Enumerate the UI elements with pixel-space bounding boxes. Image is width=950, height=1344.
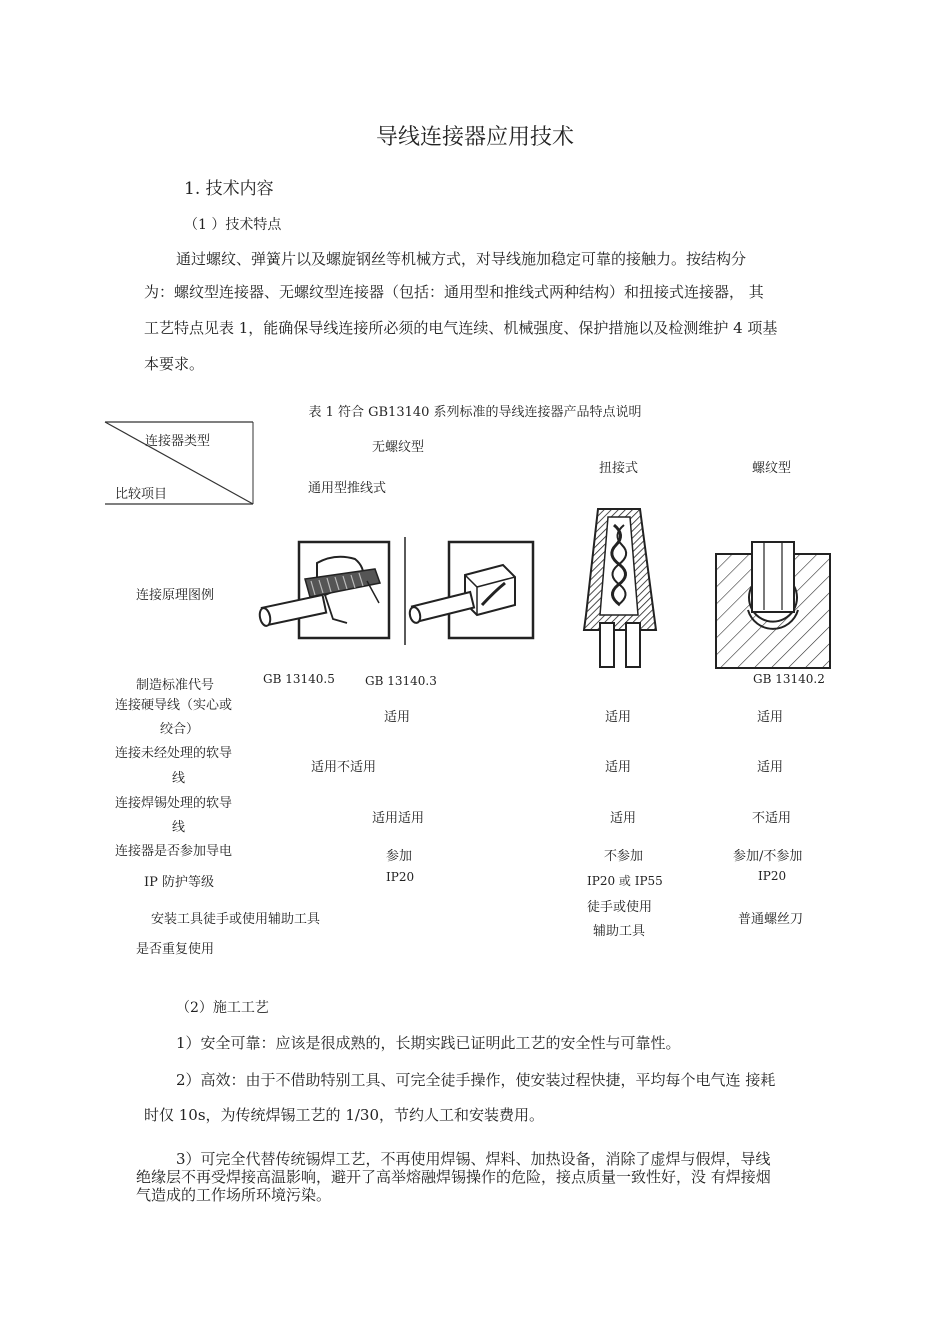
cell-thread: 适用 [757,710,784,725]
cell-nonthread: IP20 [386,870,415,884]
standard-push: GB 13140.3 [365,674,437,688]
row-label-tools: 安装工具徒手或使用辅助工具 [151,912,321,927]
cell-twist: 适用 [605,760,632,775]
row-label-reuse: 是否重复使用 [136,942,215,957]
cell-thread: 参加/不参加 [733,849,803,864]
paragraph-line: 为：螺纹型连接器、无螺纹型连接器（包括：通用型和推线式两种结构）和扭接式连接器， 其 [144,283,764,301]
cell-nonthread: 适用 [384,710,411,725]
page-title: 导线连接器应用技术 [375,125,574,150]
standard-general: GB 13140.5 [263,672,335,686]
column-header-thread: 螺纹型 [752,461,792,476]
general-type-connector-diagram [255,535,395,645]
row-label-cont: 线 [172,771,186,786]
section-heading-1: 1. 技术内容 [184,179,274,199]
table-caption: 表 1 符合 GB13140 系列标准的导线连接器产品特点说明 [308,405,642,420]
cell-tools-twist: 徒手或使用 [587,900,653,915]
row-label-cont: 绞合） [160,722,200,737]
cell-nonthread: 参加 [386,849,413,864]
column-header-twist: 扭接式 [599,461,639,476]
cell-tools-thread: 普通螺丝刀 [738,912,804,927]
row-label-diagram: 连接原理图例 [136,588,215,603]
cell-tools-twist-cont: 辅助工具 [593,924,646,939]
table-corner-top-label: 连接器类型 [145,434,211,449]
cell-thread: 适用 [757,760,784,775]
list-item-cont: 绝缘层不再受焊接高温影响，避开了高举熔融焊锡操作的危险，接点质量一致性好，没 有焊接烟 [136,1168,771,1186]
column-header-nonthread: 无螺纹型 [372,440,425,455]
cell-twist: 适用 [610,811,637,826]
subsection-heading-2: （2）施工工艺 [176,1000,269,1016]
paragraph-line: 通过螺纹、弹簧片以及螺旋钢丝等机械方式，对导线施加稳定可靠的接触力。按结构分 [176,250,747,268]
paragraph-line: 本要求。 [144,355,205,373]
cell-twist: 不参加 [604,849,644,864]
row-label: 连接未经处理的软导 [115,746,233,761]
row-label: IP 防护等级 [144,875,215,890]
standard-thread: GB 13140.2 [753,672,825,686]
list-item: 3）可完全代替传统锡焊工艺，不再使用焊锡、焊料、加热设备，消除了虚焊与假焊，导线 [176,1150,771,1168]
list-item-cont: 时仅 10s，为传统焊锡工艺的 1/30，节约人工和安装费用。 [144,1106,545,1124]
row-label-standard: 制造标准代号 [136,678,215,693]
table-corner-bottom-label: 比较项目 [115,487,168,502]
paragraph-line: 工艺特点见表 1，能确保导线连接所必须的电气连续、机械强度、保护措施以及检测维护 4 项基 [144,319,778,337]
list-item: 2）高效：由于不借助特别工具、可完全徒手操作，使安装过程快捷，平均每个电气连 接耗 [176,1071,776,1089]
list-item: 1）安全可靠：应该是很成熟的，长期实践已证明此工艺的安全性与可靠性。 [176,1034,681,1052]
cell-twist: 适用 [605,710,632,725]
row-label: 连接器是否参加导电 [115,844,233,859]
cell-nonthread: 适用不适用 [311,760,377,775]
screw-type-connector-diagram [712,540,834,670]
list-item-cont: 气造成的工作场所环境污染。 [136,1186,332,1204]
row-label: 连接焊锡处理的软导 [115,796,233,811]
cell-thread: IP20 [758,869,787,883]
cell-thread: 不适用 [752,811,792,826]
row-label-cont: 线 [172,820,186,835]
column-subheader-nonthread: 通用型推线式 [308,481,387,496]
subsection-heading-1: （1 ）技术特点 [184,217,282,233]
row-label: 连接硬导线（实心或 [115,698,233,713]
twist-on-connector-diagram [580,505,660,670]
cell-twist: IP20 或 IP55 [587,874,663,888]
push-wire-connector-diagram [407,535,537,645]
cell-nonthread: 适用适用 [372,811,425,826]
